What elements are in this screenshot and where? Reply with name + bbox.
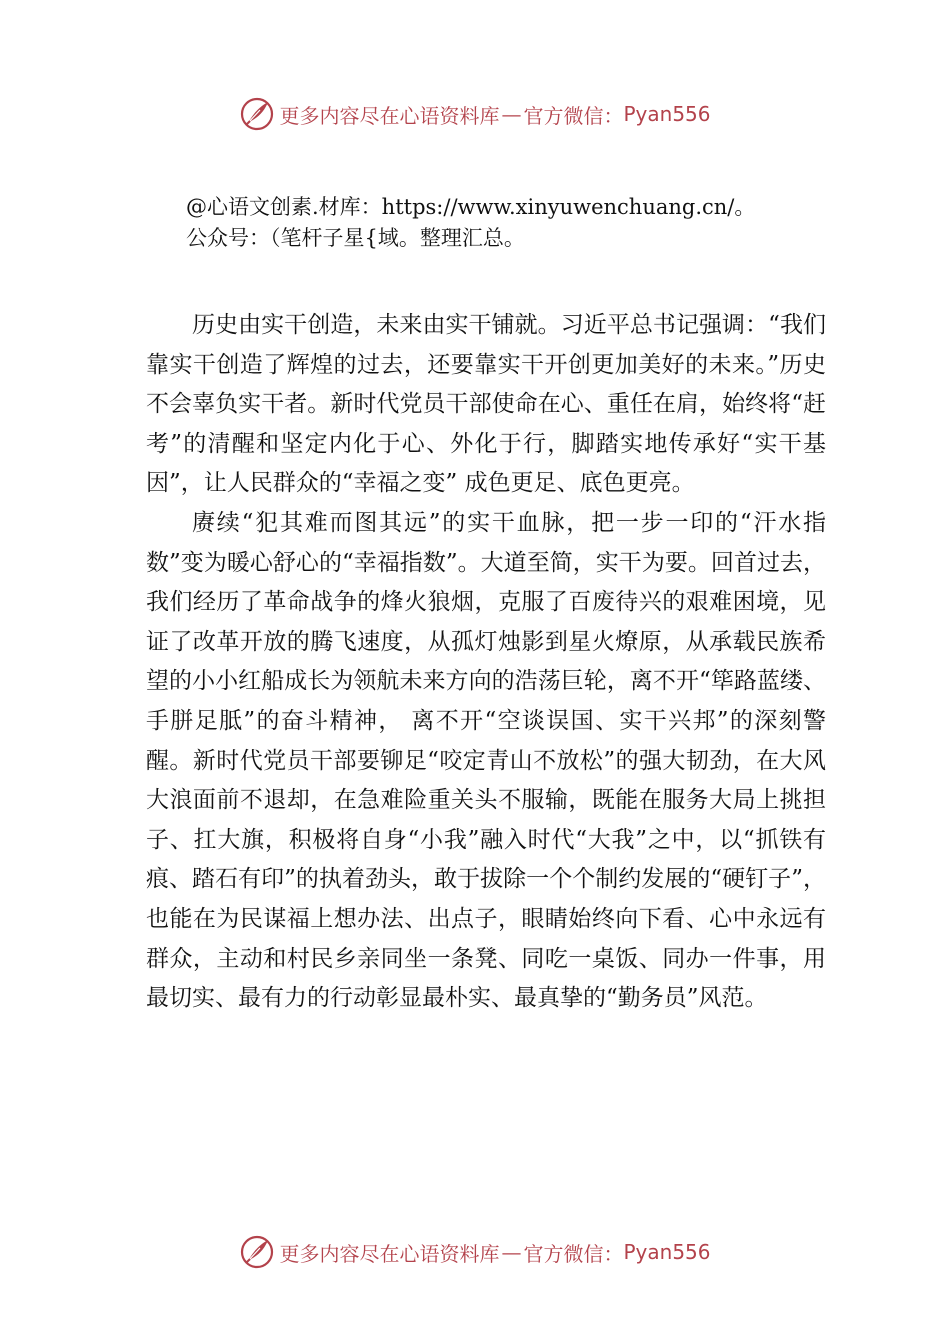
source-website-line: @心语文创素.材库：https://www.xinyuwenchuang.cn/。 xyxy=(186,195,756,219)
feather-pen-logo-icon xyxy=(239,1234,275,1270)
footer-banner xyxy=(0,1232,950,1272)
banner-slogan: 更多内容尽在心语资料库 xyxy=(279,1241,500,1266)
article-body xyxy=(146,306,826,1019)
source-info xyxy=(186,192,906,254)
banner-separator: — xyxy=(501,102,522,126)
banner-wechat-id: Pyan556 xyxy=(623,102,711,126)
article-paragraph-1: 历史由实干创造，未来由实干铺就。习近平总书记强调：“我们靠实干创造了辉煌的过去，还要靠实干开创更加美好的未来。”历史不会辜负实干者。新时代党员干部使命在心、重任在肩，始终将“赶考”的清醒和坚定内化于心、外化于行，脚踏实地传承好“实干基因”，让人民群众的“幸福之变” 成色更足、底色更亮。 xyxy=(146,312,826,497)
banner-wechat-label: 官方微信： xyxy=(523,1241,624,1266)
header-banner xyxy=(0,94,950,134)
feather-pen-logo-icon xyxy=(239,96,275,132)
banner-slogan: 更多内容尽在心语资料库 xyxy=(279,103,500,128)
banner-wechat-label: 官方微信： xyxy=(523,103,624,128)
source-account-line: 公众号：（笔杆子星{域。整理汇总。 xyxy=(186,226,525,250)
banner-wechat-id: Pyan556 xyxy=(623,1240,711,1264)
article-paragraph-2: 赓续“犯其难而图其远”的实干血脉，把一步一印的“汗水指数”变为暖心舒心的“幸福指数”。大道至简，实干为要。回首过去，我们经历了革命战争的烽火狼烟，克服了百废待兴的艰难困境，见证了改革开放的腾飞速度，从孤灯烛影到星火燎原，从承载民族希望的小小红船成长为领航未来方向的浩荡巨轮，离不开“筚路蓝缕、手胼足胝”的奋斗精神， 离不开“空谈误国、实干兴邦”的深刻警醒。新时代党员干部要铆足“咬定青山不放松”的强大韧劲，在大风大浪面前不退却，在急难险重关头不服输，既能在服务大局上挑担子、扛大旗，积极将自身“小我”融入时代“大我”之中，以“抓铁有痕、踏石有印”的执着劲头，敢于拔除一个个制约发展的“硬钉子”，也能在为民谋福上想办法、出点子，眼睛始终向下看、心中永远有群众，主动和村民乡亲同坐一条凳、同吃一桌饭、同办一件事，用最切实、最有力的行动彰显最朴实、最真挚的“勤务员”风范。 xyxy=(146,509,826,1012)
banner-separator: — xyxy=(501,1240,522,1264)
